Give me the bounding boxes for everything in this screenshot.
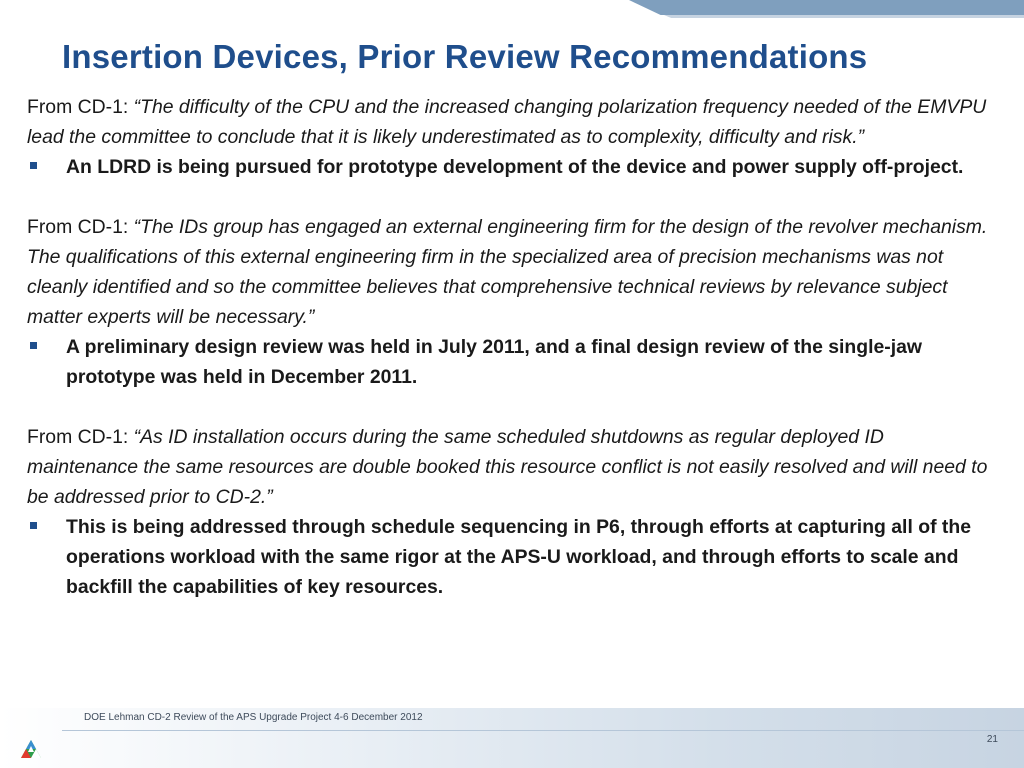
square-bullet-icon bbox=[30, 522, 37, 529]
top-accent-stripe bbox=[664, 15, 1024, 18]
footer-divider bbox=[62, 730, 1024, 731]
recommendation-2-quote: “The IDs group has engaged an external engineering firm for the design of the revolver mechanism. The qualifications of this external engineering firm in the specialized area of precision mechanisms was not cleanly identified and so the committee believes that comprehensive technical reviews by relevance subject matter experts will be necessary.” bbox=[27, 216, 988, 328]
top-accent-bar bbox=[629, 0, 1024, 15]
response-1-text: An LDRD is being pursued for prototype development of the device and power supply off-project. bbox=[66, 156, 964, 178]
recommendation-3-prefix: From CD-1: bbox=[27, 426, 134, 448]
recommendation-3 bbox=[27, 422, 999, 512]
recommendation-2-prefix: From CD-1: bbox=[27, 216, 134, 238]
recommendation-3-quote: “As ID installation occurs during the same scheduled shutdowns as regular deployed ID maintenance the same resources are double booked this resource conflict is not easily resolved and will need to be addressed prior to CD-2.” bbox=[27, 426, 988, 508]
recommendation-1 bbox=[27, 92, 999, 152]
recommendation-1-prefix: From CD-1: bbox=[27, 96, 134, 118]
square-bullet-icon bbox=[30, 162, 37, 169]
recommendation-2 bbox=[27, 212, 999, 332]
response-3-text: This is being addressed through schedule sequencing in P6, through efforts at capturing all of the operations workload with the same rigor at the APS-U workload, and through efforts to scale and backfill the capabilities of key resources. bbox=[66, 516, 971, 598]
argonne-logo-icon bbox=[20, 739, 42, 761]
slide-body bbox=[27, 92, 999, 602]
page-number: 21 bbox=[986, 734, 998, 745]
response-2 bbox=[27, 332, 999, 392]
response-3 bbox=[27, 512, 999, 602]
recommendation-1-quote: “The difficulty of the CPU and the increased changing polarization frequency needed of the EMVPU lead the committee to conclude that it is likely underestimated as to complexity, difficulty and risk.” bbox=[27, 96, 987, 148]
square-bullet-icon bbox=[30, 342, 37, 349]
footer-text: DOE Lehman CD-2 Review of the APS Upgrade Project 4-6 December 2012 bbox=[84, 712, 423, 723]
response-1 bbox=[27, 152, 999, 182]
response-2-text: A preliminary design review was held in July 2011, and a final design review of the single-jaw prototype was held in December 2011. bbox=[66, 336, 922, 388]
slide-title: Insertion Devices, Prior Review Recommendations bbox=[62, 38, 868, 75]
